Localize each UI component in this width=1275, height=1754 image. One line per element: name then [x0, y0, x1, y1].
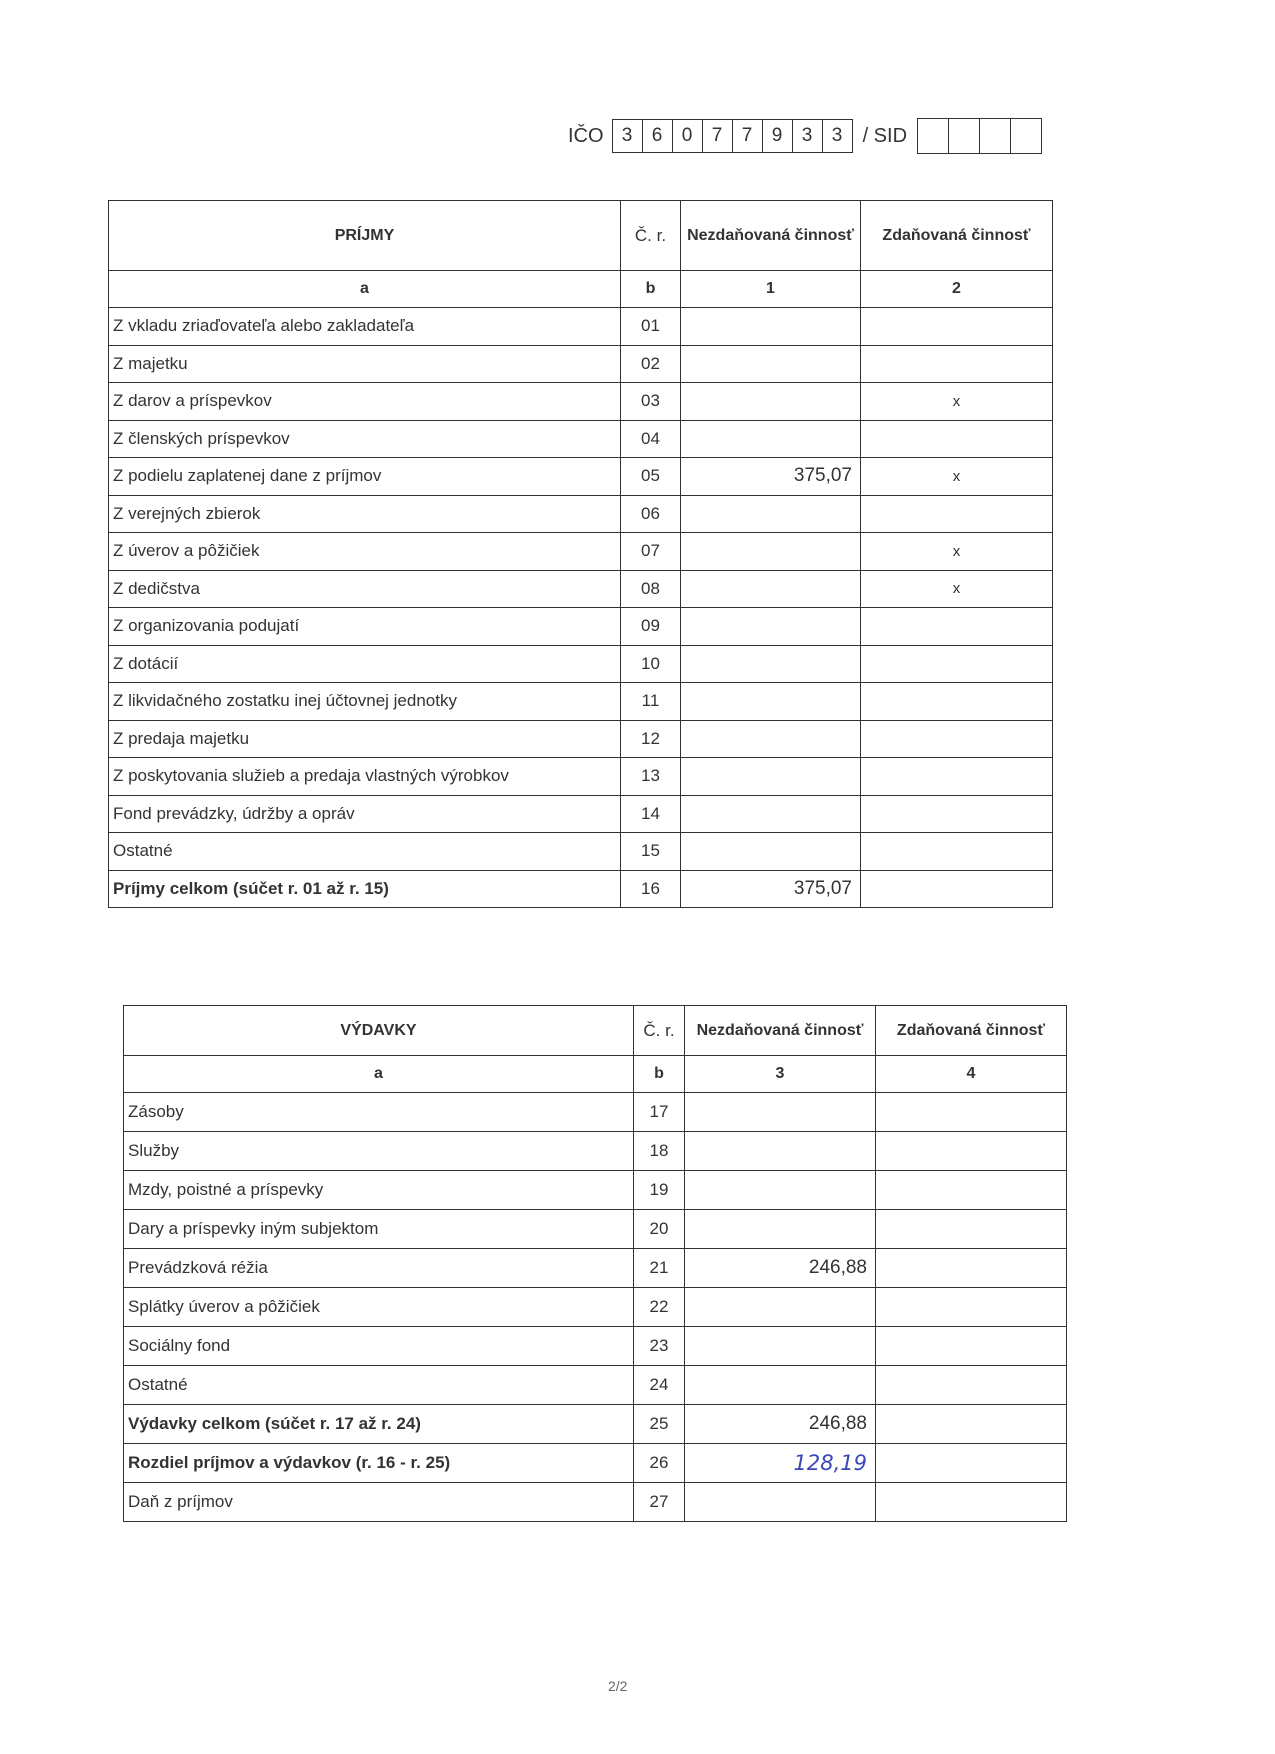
row-number: 15	[621, 833, 681, 871]
table-row	[124, 1327, 1067, 1366]
row-number: 12	[621, 720, 681, 758]
untaxed-value	[681, 533, 861, 571]
row-number: 01	[621, 308, 681, 346]
table-row	[109, 758, 1053, 796]
row-label: Ostatné	[109, 833, 621, 871]
taxed-value	[861, 608, 1053, 646]
taxed-value	[861, 645, 1053, 683]
row-label: Z predaja majetku	[109, 720, 621, 758]
table-row	[124, 1405, 1067, 1444]
sub-a: a	[109, 271, 621, 308]
table-row	[124, 1210, 1067, 1249]
row-number: 16	[621, 870, 681, 908]
sub-b: b	[621, 271, 681, 308]
sid-box	[980, 119, 1011, 153]
ico-digit: 7	[703, 120, 733, 152]
taxed-value	[876, 1366, 1067, 1405]
table-row	[109, 683, 1053, 721]
sub-c1: 1	[681, 271, 861, 308]
untaxed-value	[681, 608, 861, 646]
untaxed-value	[681, 495, 861, 533]
taxed-value: x	[861, 458, 1053, 496]
table-row	[109, 383, 1053, 421]
row-number: 03	[621, 383, 681, 421]
taxed-value	[861, 870, 1053, 908]
untaxed-value	[681, 833, 861, 871]
row-label: Z poskytovania služieb a predaja vlastných výrobkov	[109, 758, 621, 796]
untaxed-value	[685, 1288, 876, 1327]
row-label: Z dedičstva	[109, 570, 621, 608]
row-label: Prevádzková réžia	[124, 1249, 634, 1288]
expenses-title: VÝDAVKY	[124, 1006, 634, 1056]
row-number: 19	[634, 1171, 685, 1210]
row-label: Z likvidačného zostatku inej účtovnej jednotky	[109, 683, 621, 721]
taxed-value	[876, 1093, 1067, 1132]
taxed-value	[861, 720, 1053, 758]
row-number: 18	[634, 1132, 685, 1171]
row-number: 09	[621, 608, 681, 646]
taxed-value	[861, 420, 1053, 458]
untaxed-value	[681, 645, 861, 683]
row-label: Dary a príspevky iným subjektom	[124, 1210, 634, 1249]
row-number: 24	[634, 1366, 685, 1405]
table-row	[124, 1171, 1067, 1210]
untaxed-value	[685, 1366, 876, 1405]
table-row	[109, 645, 1053, 683]
table-row	[124, 1288, 1067, 1327]
untaxed-value	[685, 1171, 876, 1210]
taxed-value	[876, 1327, 1067, 1366]
table-row	[124, 1093, 1067, 1132]
row-label: Daň z príjmov	[124, 1483, 634, 1522]
sub-c2: 2	[861, 271, 1053, 308]
taxed-value	[861, 833, 1053, 871]
row-number: 23	[634, 1327, 685, 1366]
untaxed-value: 375,07	[681, 870, 861, 908]
row-label: Služby	[124, 1132, 634, 1171]
untaxed-value	[685, 1210, 876, 1249]
ico-digit: 3	[831, 125, 843, 146]
untaxed-value: 375,07	[681, 458, 861, 496]
taxed-value	[876, 1249, 1067, 1288]
row-label: Výdavky celkom (súčet r. 17 až r. 24)	[124, 1405, 634, 1444]
row-label: Zásoby	[124, 1093, 634, 1132]
col-taxed-header: Zdaňovaná činnosť	[876, 1006, 1067, 1056]
row-label: Z darov a príspevkov	[109, 383, 621, 421]
row-label: Z organizovania podujatí	[109, 608, 621, 646]
table-row	[109, 720, 1053, 758]
table-row	[124, 1366, 1067, 1405]
row-number: 10	[621, 645, 681, 683]
ico-digit: 6	[643, 120, 673, 152]
col-untaxed-header: Nezdaňovaná činnosť	[681, 201, 861, 271]
untaxed-value	[681, 420, 861, 458]
taxed-value	[861, 345, 1053, 383]
taxed-value	[861, 308, 1053, 346]
row-number: 04	[621, 420, 681, 458]
untaxed-value	[681, 383, 861, 421]
row-number: 02	[621, 345, 681, 383]
taxed-value	[861, 683, 1053, 721]
row-number: 13	[621, 758, 681, 796]
sid-box	[949, 119, 980, 153]
untaxed-value	[685, 1132, 876, 1171]
untaxed-value	[685, 1093, 876, 1132]
col-taxed-header: Zdaňovaná činnosť	[861, 201, 1053, 271]
taxed-value	[876, 1171, 1067, 1210]
row-label: Príjmy celkom (súčet r. 01 až r. 15)	[109, 870, 621, 908]
row-number: 06	[621, 495, 681, 533]
cr-header: Č. r.	[634, 1006, 685, 1056]
row-number: 25	[634, 1405, 685, 1444]
sub-b: b	[634, 1056, 685, 1093]
taxed-value	[876, 1288, 1067, 1327]
ico-sid-header	[568, 118, 1042, 154]
untaxed-value	[681, 345, 861, 383]
row-number: 26	[634, 1444, 685, 1483]
table-row	[109, 533, 1053, 571]
sid-boxes	[917, 118, 1042, 154]
untaxed-value	[685, 1483, 876, 1522]
taxed-value	[876, 1444, 1067, 1483]
taxed-value	[876, 1405, 1067, 1444]
taxed-value	[861, 495, 1053, 533]
col-untaxed-header: Nezdaňovaná činnosť	[685, 1006, 876, 1056]
ico-digit: 3	[613, 120, 643, 152]
row-number: 22	[634, 1288, 685, 1327]
ico-digit-boxes	[612, 119, 853, 153]
row-label: Fond prevádzky, údržby a opráv	[109, 795, 621, 833]
table-row	[109, 345, 1053, 383]
table-row	[109, 795, 1053, 833]
page-number: 2/2	[608, 1678, 628, 1694]
row-number: 14	[621, 795, 681, 833]
untaxed-value	[681, 758, 861, 796]
row-label: Mzdy, poistné a príspevky	[124, 1171, 634, 1210]
sid-box	[1011, 119, 1041, 153]
sub-c1: 3	[685, 1056, 876, 1093]
table-row	[109, 608, 1053, 646]
taxed-value: x	[861, 533, 1053, 571]
ico-digit: 3	[793, 120, 823, 152]
row-number: 05	[621, 458, 681, 496]
row-label: Z podielu zaplatenej dane z príjmov	[109, 458, 621, 496]
taxed-value	[876, 1210, 1067, 1249]
untaxed-value	[681, 795, 861, 833]
row-number: 17	[634, 1093, 685, 1132]
untaxed-value	[681, 570, 861, 608]
row-number: 11	[621, 683, 681, 721]
row-label: Z dotácií	[109, 645, 621, 683]
table-row	[124, 1132, 1067, 1171]
table-row	[109, 308, 1053, 346]
row-number: 20	[634, 1210, 685, 1249]
table-row	[124, 1483, 1067, 1522]
ico-digit: 0	[673, 120, 703, 152]
taxed-value: x	[861, 570, 1053, 608]
row-number: 27	[634, 1483, 685, 1522]
table-row	[109, 833, 1053, 871]
income-table	[108, 200, 1053, 908]
taxed-value: x	[861, 383, 1053, 421]
row-number: 07	[621, 533, 681, 571]
untaxed-value: 128,19	[685, 1444, 876, 1483]
income-title: PRÍJMY	[109, 201, 621, 271]
ico-label: IČO	[568, 124, 604, 147]
row-label: Rozdiel príjmov a výdavkov (r. 16 - r. 25)	[124, 1444, 634, 1483]
taxed-value	[861, 758, 1053, 796]
row-label: Sociálny fond	[124, 1327, 634, 1366]
row-label: Z úverov a pôžičiek	[109, 533, 621, 571]
table-row	[109, 458, 1053, 496]
sub-c2: 4	[876, 1056, 1067, 1093]
table-row	[124, 1444, 1067, 1483]
taxed-value	[876, 1483, 1067, 1522]
row-label: Z majetku	[109, 345, 621, 383]
row-label: Splátky úverov a pôžičiek	[124, 1288, 634, 1327]
sid-box	[918, 119, 949, 153]
ico-digit: 7	[733, 120, 763, 152]
table-row	[124, 1249, 1067, 1288]
untaxed-value: 246,88	[685, 1405, 876, 1444]
row-number: 08	[621, 570, 681, 608]
untaxed-value	[681, 308, 861, 346]
untaxed-value: 246,88	[685, 1249, 876, 1288]
row-label: Ostatné	[124, 1366, 634, 1405]
cr-header: Č. r.	[621, 201, 681, 271]
table-row	[109, 495, 1053, 533]
table-row	[109, 570, 1053, 608]
untaxed-value	[681, 720, 861, 758]
row-label: Z verejných zbierok	[109, 495, 621, 533]
taxed-value	[876, 1132, 1067, 1171]
untaxed-value	[681, 683, 861, 721]
table-row	[109, 420, 1053, 458]
taxed-value	[861, 795, 1053, 833]
table-row	[109, 870, 1053, 908]
sid-label: / SID	[862, 124, 908, 147]
ico-digit: 9	[763, 120, 793, 152]
row-number: 21	[634, 1249, 685, 1288]
expenses-table	[123, 1005, 1067, 1522]
row-label: Z vkladu zriaďovateľa alebo zakladateľa	[109, 308, 621, 346]
row-label: Z členských príspevkov	[109, 420, 621, 458]
untaxed-value	[685, 1327, 876, 1366]
sub-a: a	[124, 1056, 634, 1093]
